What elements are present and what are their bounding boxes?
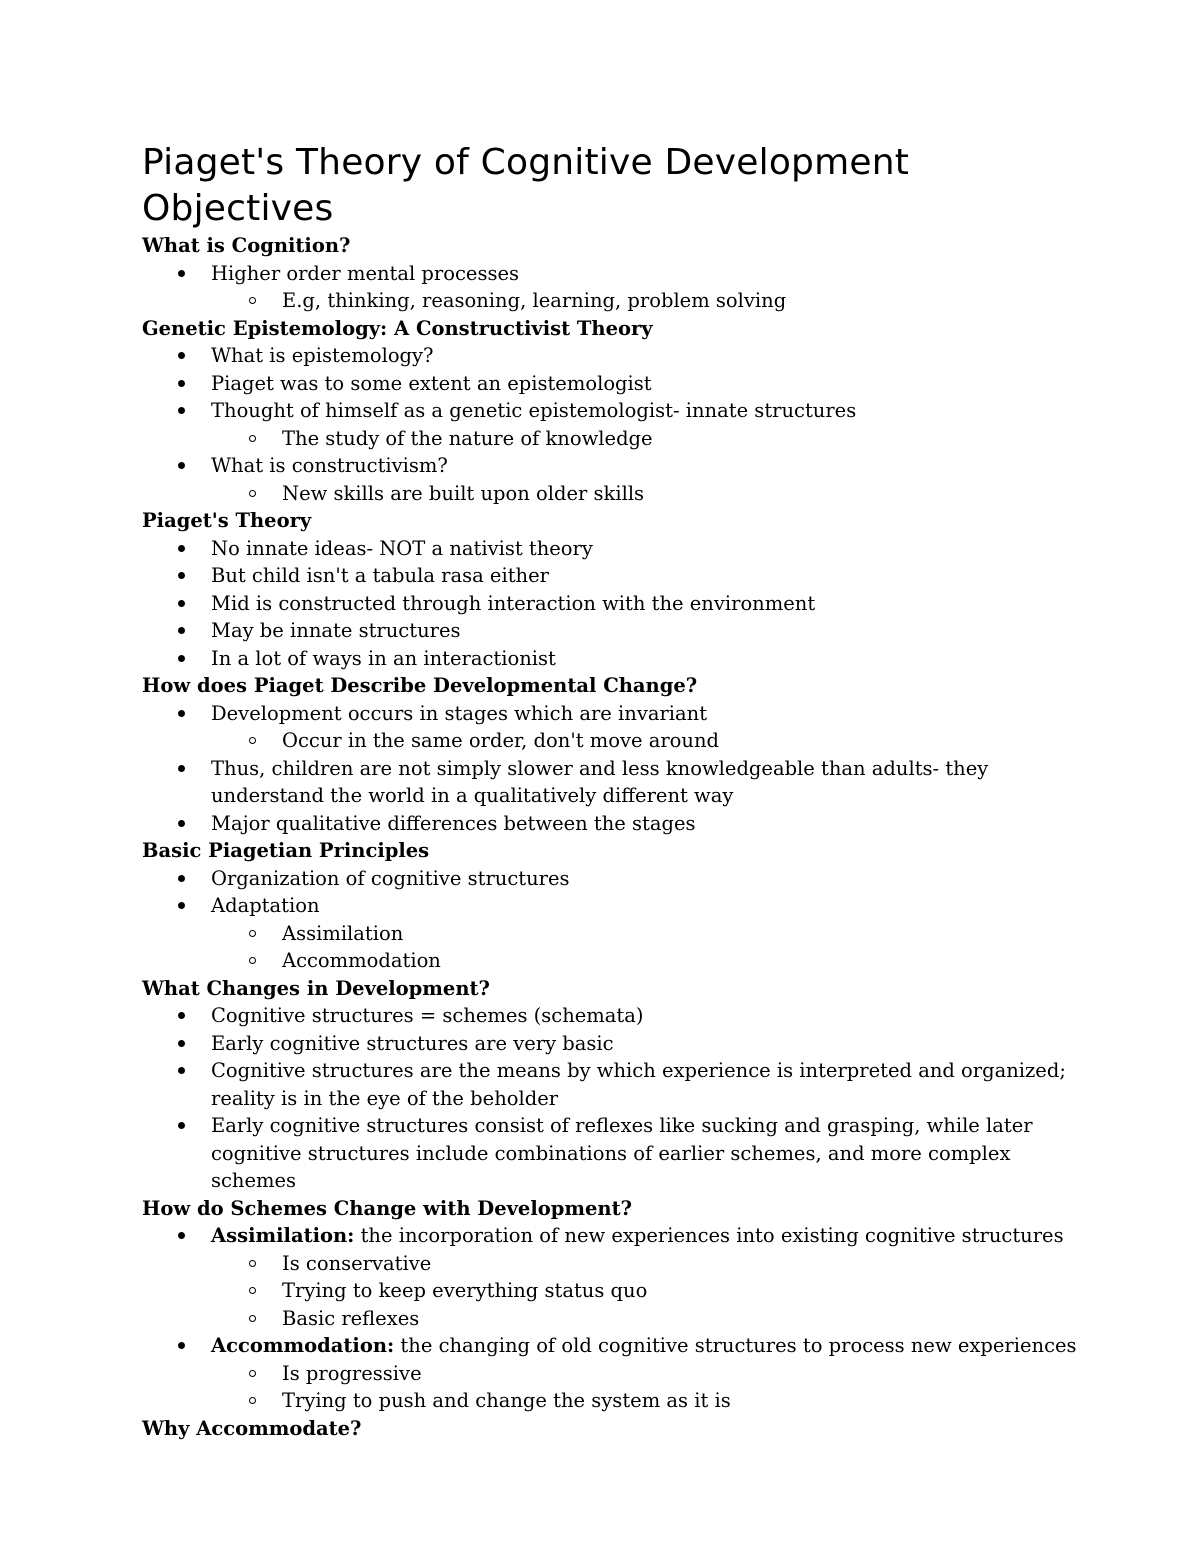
bullet-item	[211, 1332, 1082, 1415]
bullet-list	[142, 1222, 1082, 1415]
bullet-label: Mid is constructed through interaction with the environment	[211, 591, 816, 615]
bullet-text	[211, 370, 1082, 398]
bullet-label: Cognitive structures are the means by which experience is interpreted and organized; reality is in the eye of the beholder	[211, 1059, 1066, 1110]
bullet-label: What is epistemology?	[211, 344, 434, 367]
sub-bullet-list	[211, 480, 1082, 508]
bullet-list	[142, 1002, 1082, 1195]
bullet-text	[211, 1002, 1082, 1030]
bullet-item	[211, 892, 1082, 975]
section-heading: Genetic Epistemology: A Constructivist Theory	[142, 316, 653, 340]
bullet-text	[211, 1332, 1082, 1360]
bullet-label: May be innate structures	[211, 619, 461, 642]
bullet-item	[211, 755, 1082, 810]
bullet-text	[211, 342, 1082, 370]
bullet-text	[211, 1112, 1082, 1195]
bullet-text	[211, 562, 1082, 590]
document-body	[142, 232, 1082, 1442]
bullet-label: Early cognitive structures consist of reflexes like sucking and grasping, while later cognitive structures include combinations of earlier schemes, and more complex schemes	[211, 1114, 1033, 1192]
bullet-label: Development occurs in stages which are invariant	[211, 701, 708, 725]
bullet-text	[211, 892, 1082, 920]
bullet-text	[211, 452, 1082, 480]
bullet-label: Early cognitive structures are very basic	[211, 1031, 614, 1055]
bullet-item	[211, 397, 1082, 452]
sub-bullet-item	[282, 1360, 1082, 1388]
bullet-label: Major qualitative differences between the stages	[211, 811, 696, 835]
bullet-label: Thus, children are not simply slower and less knowledgeable than adults- they understand the world in a qualitatively different way	[211, 756, 989, 807]
sub-bullet-item	[282, 1250, 1082, 1278]
sub-bullet-list	[211, 920, 1082, 975]
sub-bullet-text: Is conservative	[282, 1250, 1082, 1278]
bullet-item	[211, 1057, 1082, 1112]
bullet-item	[211, 1222, 1082, 1332]
bullet-item	[211, 1112, 1082, 1195]
bullet-item	[211, 700, 1082, 755]
sub-bullet-list	[211, 727, 1082, 755]
section-heading: How do Schemes Change with Development?	[142, 1196, 633, 1220]
document-title: Piaget's Theory of Cognitive Development Objectives	[142, 142, 910, 229]
bullet-label: But child isn't a tabula rasa either	[211, 564, 549, 587]
outline-section	[142, 1195, 1082, 1415]
section-heading: Why Accommodate?	[142, 1416, 362, 1440]
outline-section	[142, 672, 1082, 837]
sub-bullet-item	[282, 1387, 1082, 1415]
sub-bullet-list	[211, 1360, 1082, 1415]
bullet-text	[211, 1030, 1082, 1058]
sub-bullet-text: Accommodation	[282, 947, 1082, 975]
bullet-label: Piaget was to some extent an epistemologist	[211, 371, 652, 395]
bullet-text	[211, 865, 1082, 893]
bullet-item	[211, 1002, 1082, 1030]
sub-bullet-item	[282, 287, 1082, 315]
bullet-text	[211, 617, 1082, 645]
document-page	[142, 140, 1082, 1442]
bullet-label: the changing of old cognitive structures to process new experiences	[394, 1334, 1077, 1357]
key-term: Assimilation:	[211, 1224, 355, 1247]
bullet-item	[211, 535, 1082, 563]
sub-bullet-text: Assimilation	[282, 920, 1082, 948]
sub-bullet-item	[282, 920, 1082, 948]
sub-bullet-text: Occur in the same order, don't move around	[282, 727, 1082, 755]
bullet-text	[211, 260, 1082, 288]
sub-bullet-item	[282, 727, 1082, 755]
sub-bullet-list	[211, 425, 1082, 453]
bullet-list	[142, 342, 1082, 507]
section-heading: What is Cognition?	[142, 234, 351, 257]
bullet-text	[211, 397, 1082, 425]
bullet-label: the incorporation of new experiences into existing cognitive structures	[354, 1224, 1064, 1247]
bullet-item	[211, 342, 1082, 370]
bullet-label: Cognitive structures = schemes (schemata)	[211, 1004, 644, 1027]
bullet-item	[211, 452, 1082, 507]
sub-bullet-text: E.g, thinking, reasoning, learning, problem solving	[282, 287, 1082, 315]
bullet-item	[211, 590, 1082, 618]
outline-section	[142, 975, 1082, 1195]
section-heading: Basic Piagetian Principles	[142, 839, 430, 862]
sub-bullet-item	[282, 1305, 1082, 1333]
sub-bullet-text: Is progressive	[282, 1360, 1082, 1388]
bullet-label: Organization of cognitive structures	[211, 866, 570, 890]
bullet-text	[211, 1222, 1082, 1250]
bullet-label: In a lot of ways in an interactionist	[211, 646, 556, 670]
outline-section	[142, 507, 1082, 672]
outline-section	[142, 315, 1082, 508]
outline-section	[142, 1415, 1082, 1443]
sub-bullet-item	[282, 425, 1082, 453]
bullet-label: Thought of himself as a genetic epistemologist- innate structures	[211, 399, 857, 422]
bullet-item	[211, 865, 1082, 893]
bullet-item	[211, 810, 1082, 838]
bullet-text	[211, 535, 1082, 563]
sub-bullet-list	[211, 287, 1082, 315]
bullet-text	[211, 700, 1082, 728]
sub-bullet-text: The study of the nature of knowledge	[282, 425, 1082, 453]
sub-bullet-text: Basic reflexes	[282, 1305, 1082, 1333]
bullet-list	[142, 865, 1082, 975]
section-heading: How does Piaget Describe Developmental Change?	[142, 674, 698, 697]
bullet-label: Higher order mental processes	[211, 261, 520, 285]
bullet-text	[211, 645, 1082, 673]
bullet-item	[211, 260, 1082, 315]
bullet-list	[142, 535, 1082, 673]
bullet-list	[142, 260, 1082, 315]
bullet-text	[211, 590, 1082, 618]
sub-bullet-text: New skills are built upon older skills	[282, 480, 1082, 508]
sub-bullet-list	[211, 1250, 1082, 1333]
bullet-item	[211, 370, 1082, 398]
sub-bullet-item	[282, 480, 1082, 508]
sub-bullet-item	[282, 947, 1082, 975]
bullet-text	[211, 1057, 1082, 1112]
sub-bullet-text: Trying to push and change the system as it is	[282, 1387, 1082, 1415]
bullet-text	[211, 755, 1082, 810]
bullet-item	[211, 562, 1082, 590]
bullet-item	[211, 617, 1082, 645]
bullet-item	[211, 645, 1082, 673]
bullet-label: Adaptation	[211, 894, 320, 917]
bullet-item	[211, 1030, 1082, 1058]
section-heading: What Changes in Development?	[142, 976, 490, 1000]
sub-bullet-item	[282, 1277, 1082, 1305]
section-heading: Piaget's Theory	[142, 509, 312, 532]
key-term: Accommodation:	[211, 1334, 395, 1357]
bullet-label: What is constructivism?	[211, 454, 448, 477]
bullet-text	[211, 810, 1082, 838]
outline-section	[142, 232, 1082, 315]
outline-section	[142, 837, 1082, 975]
bullet-list	[142, 700, 1082, 838]
sub-bullet-text: Trying to keep everything status quo	[282, 1277, 1082, 1305]
bullet-label: No innate ideas- NOT a nativist theory	[211, 536, 593, 560]
